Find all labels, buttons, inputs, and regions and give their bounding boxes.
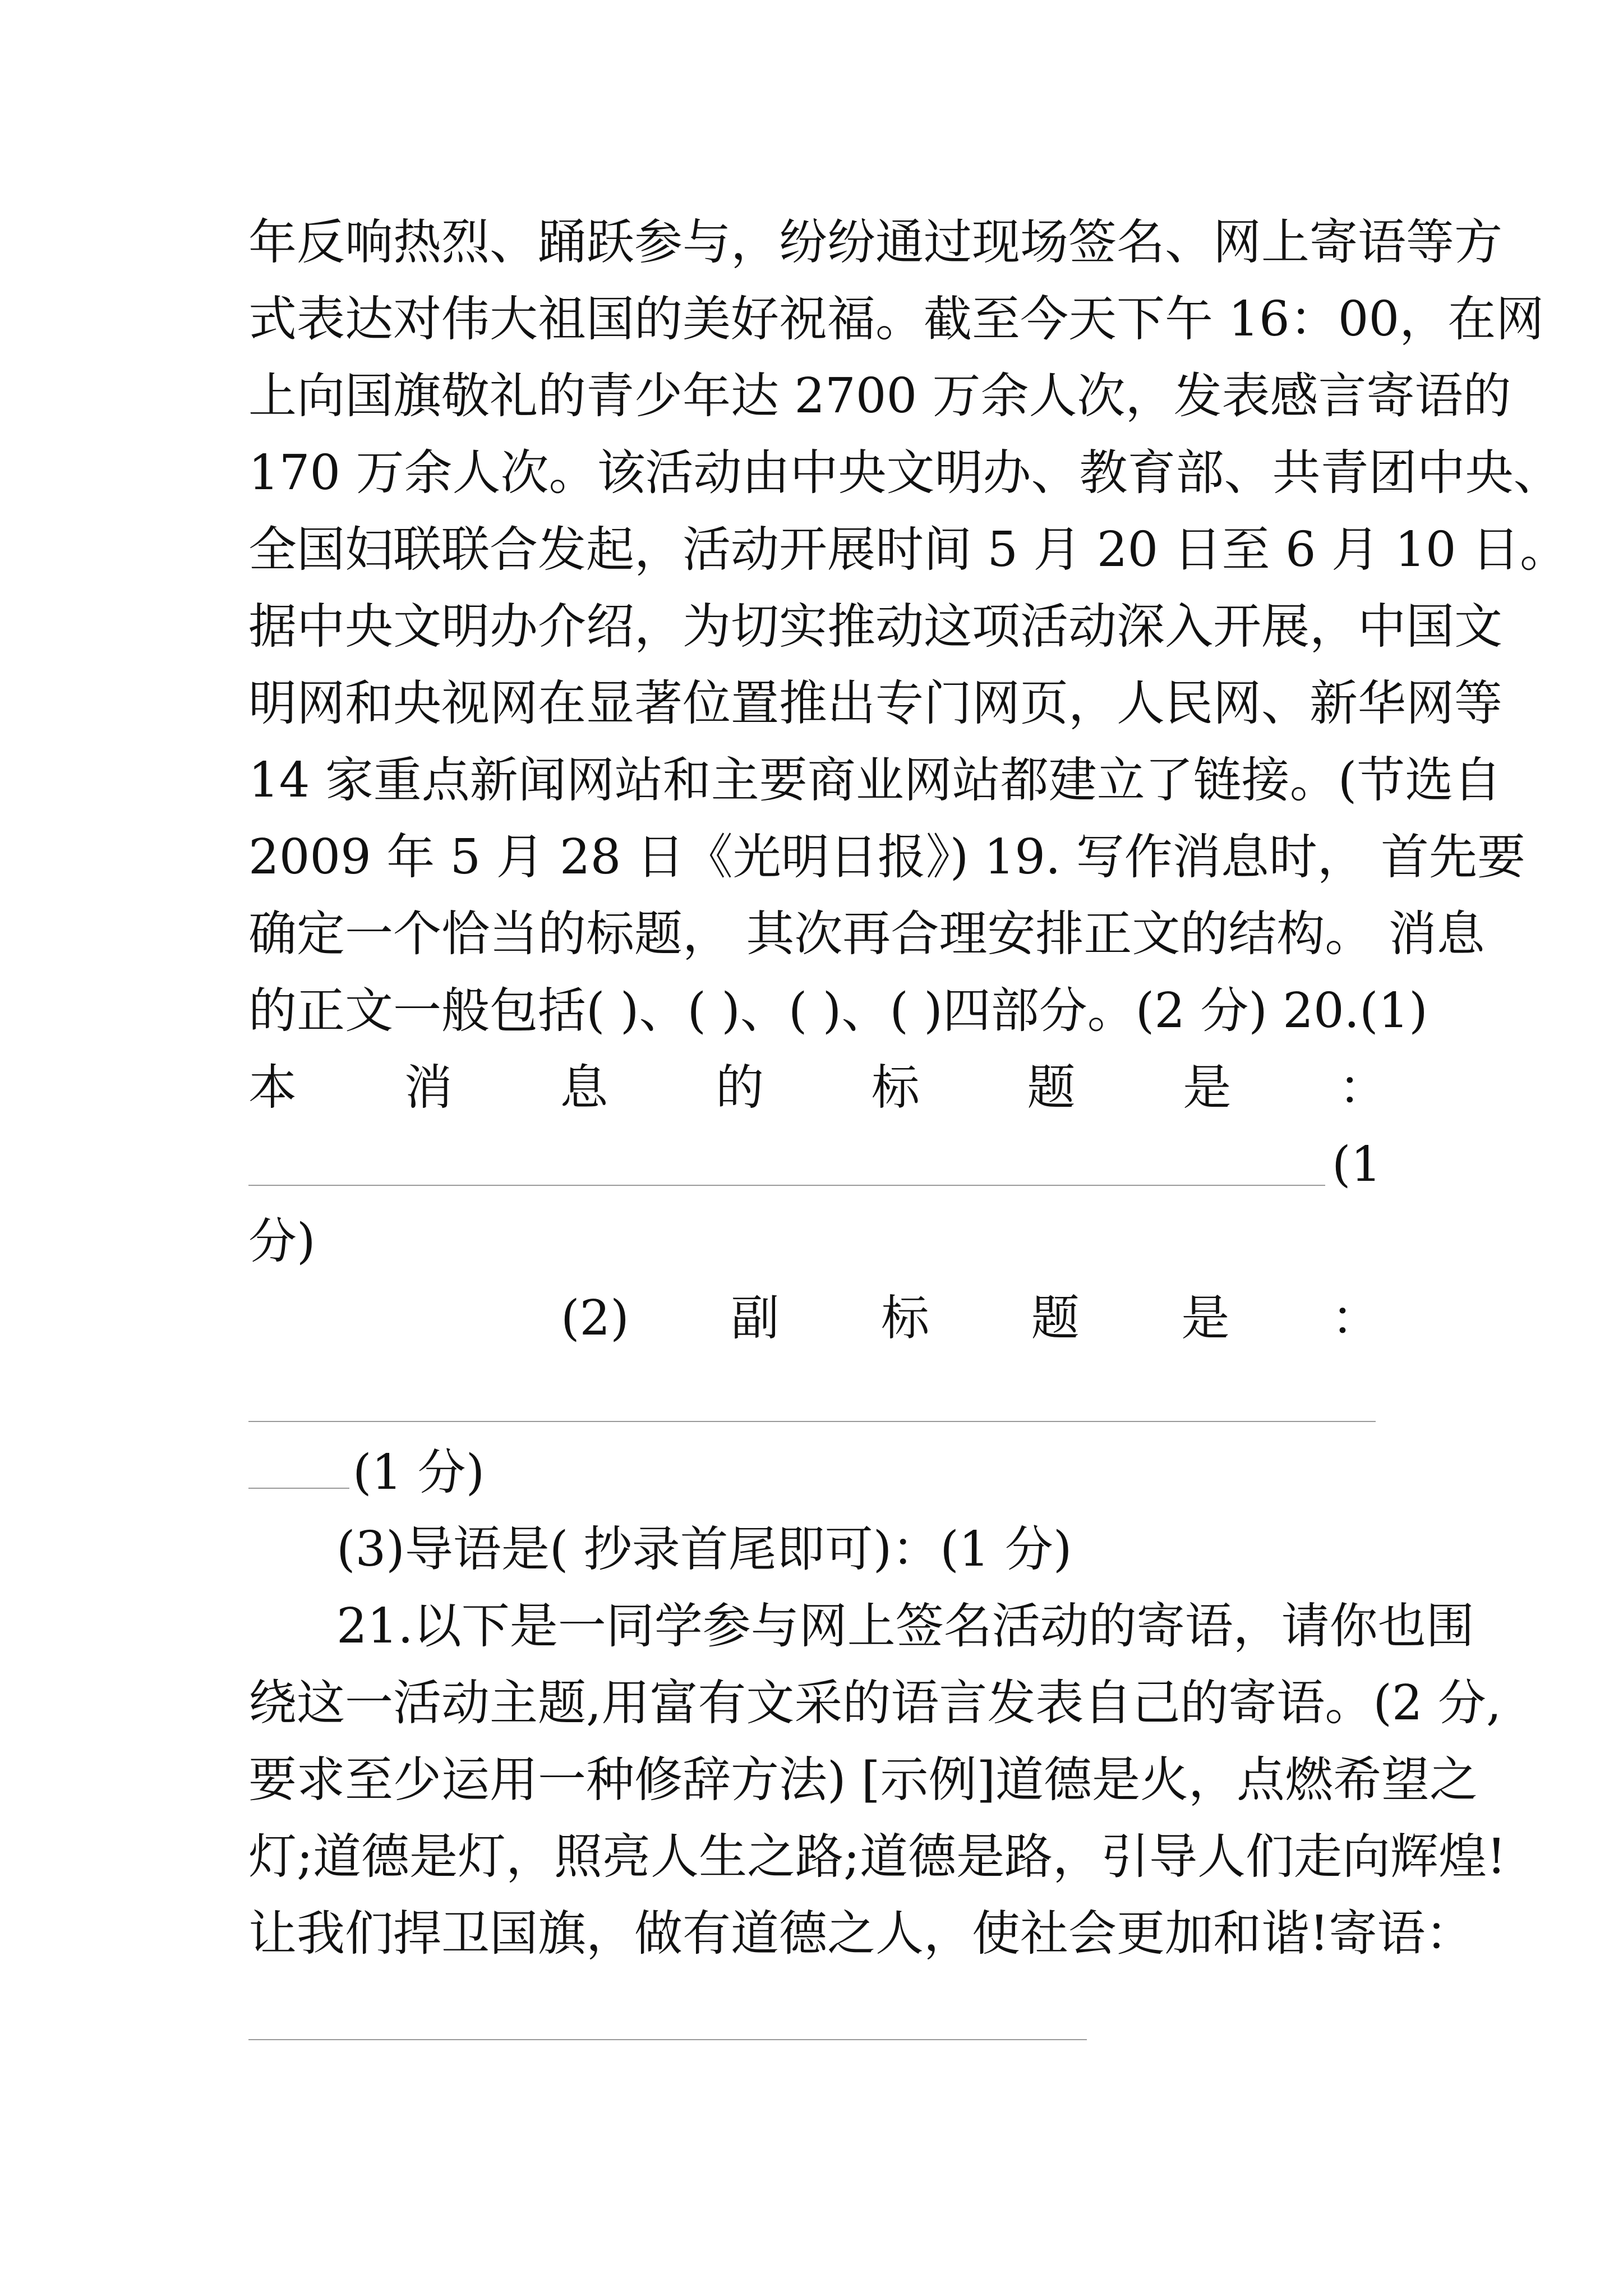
paragraph-line: 年反响热烈、踊跃参与，纷纷通过现场签名、网上寄语等方 [248,214,1502,270]
paragraph-line: 确定一个恰当的标题， 其次再合理安排正文的结构。 消息 [248,906,1485,962]
score-text: (1 [1332,1137,1382,1193]
label-char: ： [1331,1290,1380,1346]
paragraph-line: 全国妇联联合发起，活动开展时间 5 月 20 日至 6 月 10 日。 [248,522,1568,578]
answer-line[interactable] [248,1421,1376,1422]
q21-line: 绕这一活动主题,用富有文采的语言发表自己的寄语。(2 分, [248,1675,1502,1731]
label-char: 标 [881,1290,930,1346]
label-char: 本 [248,1060,297,1116]
score-text: (1 分) [353,1444,485,1501]
label-char: 题 [1027,1060,1076,1116]
score-text: 分) [248,1213,316,1269]
q21-line: 21.以下是一同学参与网上签名活动的寄语，请你也围 [336,1598,1474,1654]
score-line [248,1444,1387,1501]
q21-line: 要求至少运用一种修辞方法) [示例]道德是火，点燃希望之 [248,1752,1478,1808]
paragraph-line: 170 万余人次。该活动由中央文明办、教育部、共青团中央、 [248,445,1562,501]
label-char: (2) [561,1290,629,1346]
label-char: 消 [404,1060,453,1116]
label-char: 息 [560,1060,608,1116]
q21-line: 让我们捍卫国旗，做有道德之人，使社会更加和谐!寄语： [248,1906,1474,1962]
q21-line: 灯;道德是灯，照亮人生之路;道德是路，引导人们走向辉煌! [248,1829,1506,1885]
label-char: 的 [716,1060,764,1116]
label-char: ： [1338,1060,1387,1116]
paragraph-line: 据中央文明办介绍，为切实推动这项活动深入开展，中国文 [248,599,1502,655]
q20-3-prompt: (3)导语是( 抄录首尾即可)：(1 分) [336,1521,1072,1577]
label-char: 是 [1183,1060,1232,1116]
paragraph-line: 明网和央视网在显著位置推出专门网页，人民网、新华网等 [248,675,1502,731]
answer-line[interactable] [248,2039,1087,2040]
q20-1-label [248,1060,1387,1116]
answer-line[interactable] [248,1185,1325,1186]
label-char: 是 [1181,1290,1230,1346]
answer-blank[interactable] [248,1448,349,1489]
paragraph-line: 的正文一般包括( )、( )、( )、( )四部分。(2 分) 20.(1) [248,983,1428,1039]
paragraph-line: 14 家重点新闻网站和主要商业网站都建立了链接。(节选自 [248,752,1502,808]
q20-2-label [561,1290,1380,1346]
label-char: 题 [1031,1290,1080,1346]
paragraph-line: 上向国旗敬礼的青少年达 2700 万余人次，发表感言寄语的 [248,368,1511,424]
label-char: 标 [871,1060,920,1116]
label-char: 副 [731,1290,780,1346]
paragraph-line: 式表达对伟大祖国的美好祝福。截至今天下午 16：00，在网 [248,291,1544,347]
paragraph-line: 2009 年 5 月 28 日《光明日报》) 19. 写作消息时， 首先要 [248,829,1526,885]
